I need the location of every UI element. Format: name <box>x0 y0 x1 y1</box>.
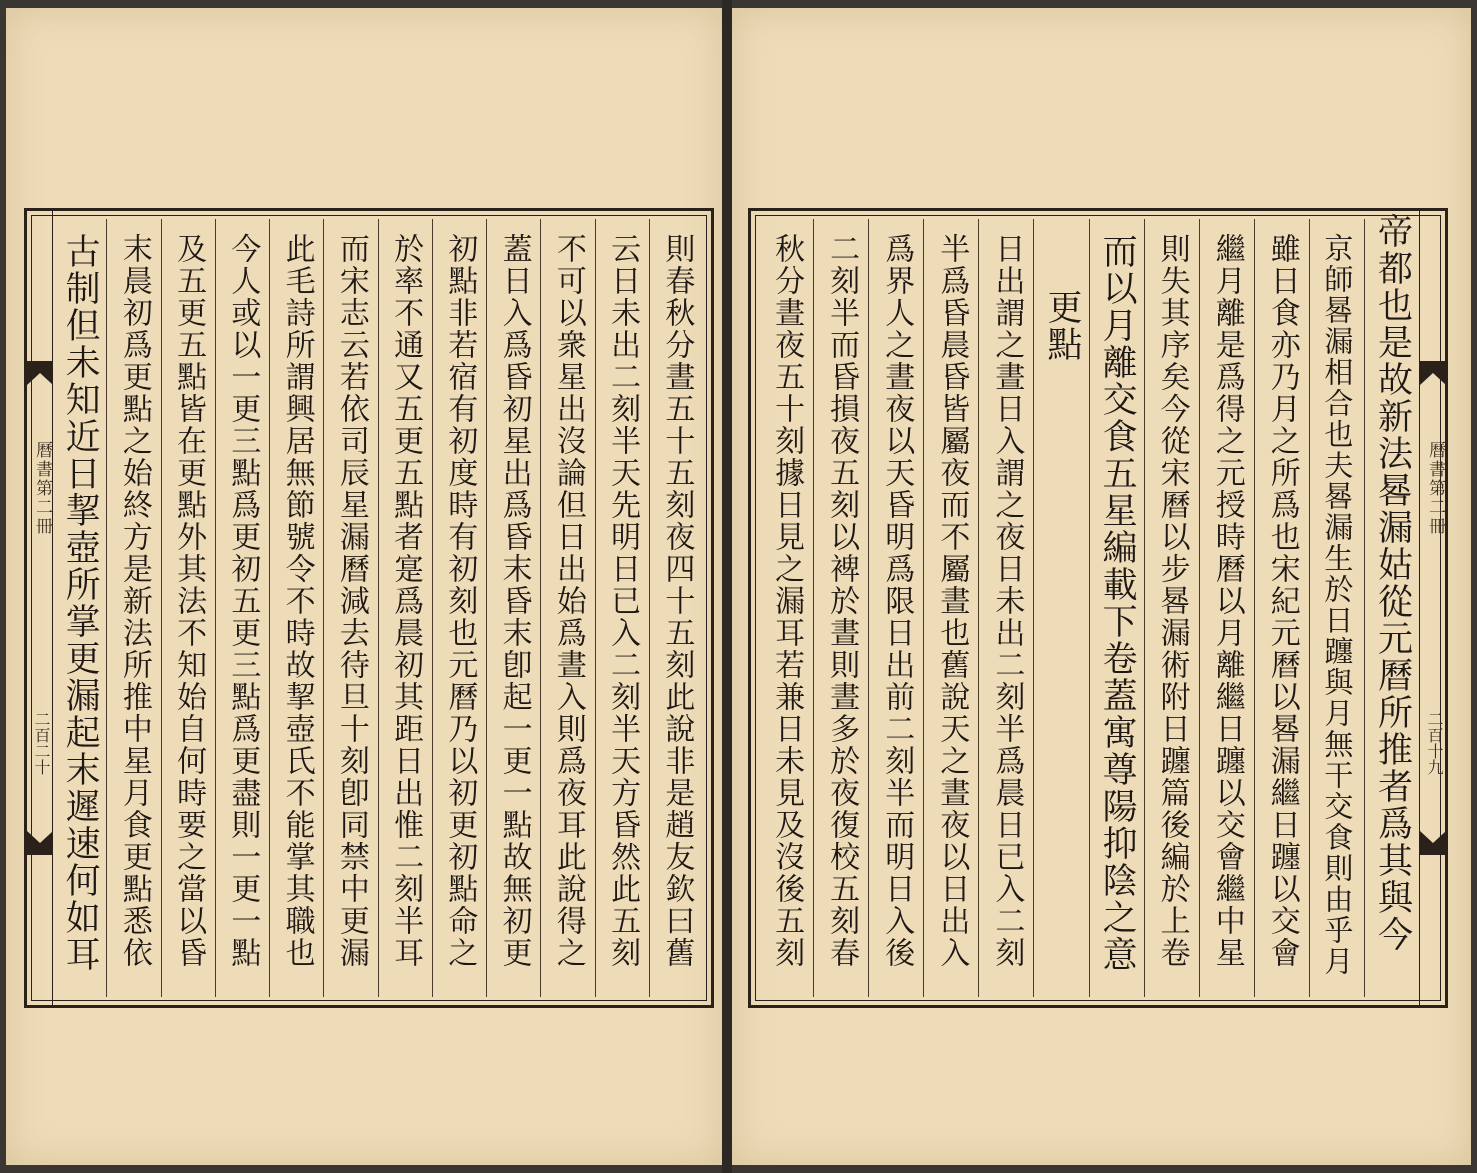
column-text: 爲界人之晝夜以天昏明爲限日出前二刻半而明日入後 <box>879 233 915 969</box>
text-column <box>1199 219 1254 997</box>
book-gutter <box>722 0 732 1173</box>
text-column <box>1033 219 1088 997</box>
text-column <box>978 219 1033 997</box>
text-column <box>595 219 649 997</box>
banxin-title: 曆書第二冊 <box>1425 441 1445 536</box>
text-column <box>649 219 703 997</box>
text-column <box>1309 219 1364 997</box>
left-page <box>6 8 722 1165</box>
column-text: 而宋志云若依司辰星漏曆減去待旦十刻卽同禁中更漏 <box>333 233 369 969</box>
text-column <box>868 219 923 997</box>
column-text: 云日未出二刻半天先明日已入二刻半天方昏然此五刻 <box>605 233 641 969</box>
text-column <box>1089 219 1144 997</box>
text-column <box>1364 213 1419 997</box>
column-text: 繼月離是爲得之元授時曆以月離繼日躔以交會繼中星 <box>1209 233 1245 969</box>
column-text: 蓋日入爲昏初星出爲昏末昏末卽起一更一點故無初更 <box>496 233 532 969</box>
fish-tail-mark <box>27 831 53 855</box>
left-page-center-strip <box>27 211 53 1005</box>
text-column <box>323 219 377 997</box>
column-text: 秋分晝夜五十刻據日見之漏耳若兼日未見及沒後五刻 <box>769 233 805 969</box>
text-column <box>161 219 215 997</box>
text-column <box>215 219 269 997</box>
text-column <box>378 219 432 997</box>
column-text: 帝都也是故新法晷漏姑從元曆所推者爲其與今 <box>1372 213 1413 953</box>
column-text: 此毛詩所謂興居無節號令不時故挈壺氏不能掌其職也 <box>279 233 315 969</box>
column-text: 今人或以一更三點爲更初五更三點爲更盡則一更一點 <box>225 233 261 969</box>
section-heading: 更點 <box>1041 289 1082 363</box>
right-page <box>732 8 1471 1165</box>
right-page-center-strip <box>1419 211 1445 1005</box>
text-column <box>269 219 323 997</box>
column-text: 二刻半而昏損夜五刻以裨於晝則晝多於夜復校五刻春 <box>824 233 860 969</box>
column-text: 日出謂之晝日入謂之夜日未出二刻半爲晨日已入二刻 <box>989 233 1025 969</box>
text-column <box>432 219 486 997</box>
left-page-columns <box>53 219 703 997</box>
column-text: 於率不通又五更五點者寔爲晨初其距日出惟二刻半耳 <box>388 233 424 969</box>
right-page-frame <box>748 208 1448 1008</box>
text-column <box>813 219 868 997</box>
column-text: 不可以衆星出沒論但日出始爲晝入則爲夜耳此說得之 <box>550 233 586 969</box>
column-text: 初點非若宿有初度時有初刻也元曆乃以初更初點命之 <box>442 233 478 969</box>
banxin-title: 曆書第二冊 <box>32 441 52 536</box>
left-page-frame <box>24 208 714 1008</box>
fish-tail-mark <box>1420 361 1446 385</box>
text-column <box>1144 219 1199 997</box>
column-text: 而以月離交食五星編載下卷蓋寓尊陽抑陰之意 <box>1097 233 1138 973</box>
column-text: 則失其序矣今從宋曆以步晷漏術附日躔篇後編於上卷 <box>1154 233 1190 969</box>
column-text: 則春秋分晝五十五刻夜四十五刻此說非是趙友欽曰舊 <box>659 233 695 969</box>
column-text: 古制但未知近日挈壺所掌更漏起末遲速何如耳 <box>60 233 101 973</box>
text-column <box>540 219 594 997</box>
text-column <box>486 219 540 997</box>
fish-tail-mark <box>27 361 53 385</box>
column-text: 雖日食亦乃月之所爲也宋紀元曆以晷漏繼日躔以交會 <box>1264 233 1300 969</box>
fish-tail-mark <box>1420 831 1446 855</box>
text-column <box>1254 219 1309 997</box>
column-text: 半爲昏晨昏皆屬夜而不屬晝也舊說天之晝夜以日出入 <box>934 233 970 969</box>
right-page-columns <box>759 213 1419 997</box>
column-text: 京師晷漏相合也夫晷漏生於日躔與月無干交食則由乎月 <box>1320 233 1355 977</box>
text-column <box>759 219 813 997</box>
text-column <box>106 219 160 997</box>
column-text: 及五更五點皆在更點外其法不知始自何時要之當以昏 <box>171 233 207 969</box>
text-column <box>923 219 978 997</box>
column-text: 末晨初爲更點之始終方是新法所推中星月食更點悉依 <box>116 233 152 969</box>
banxin-page-number: 二百二十 <box>32 711 51 775</box>
text-column <box>53 219 106 997</box>
banxin-page-number: 二百十九 <box>1425 711 1444 775</box>
